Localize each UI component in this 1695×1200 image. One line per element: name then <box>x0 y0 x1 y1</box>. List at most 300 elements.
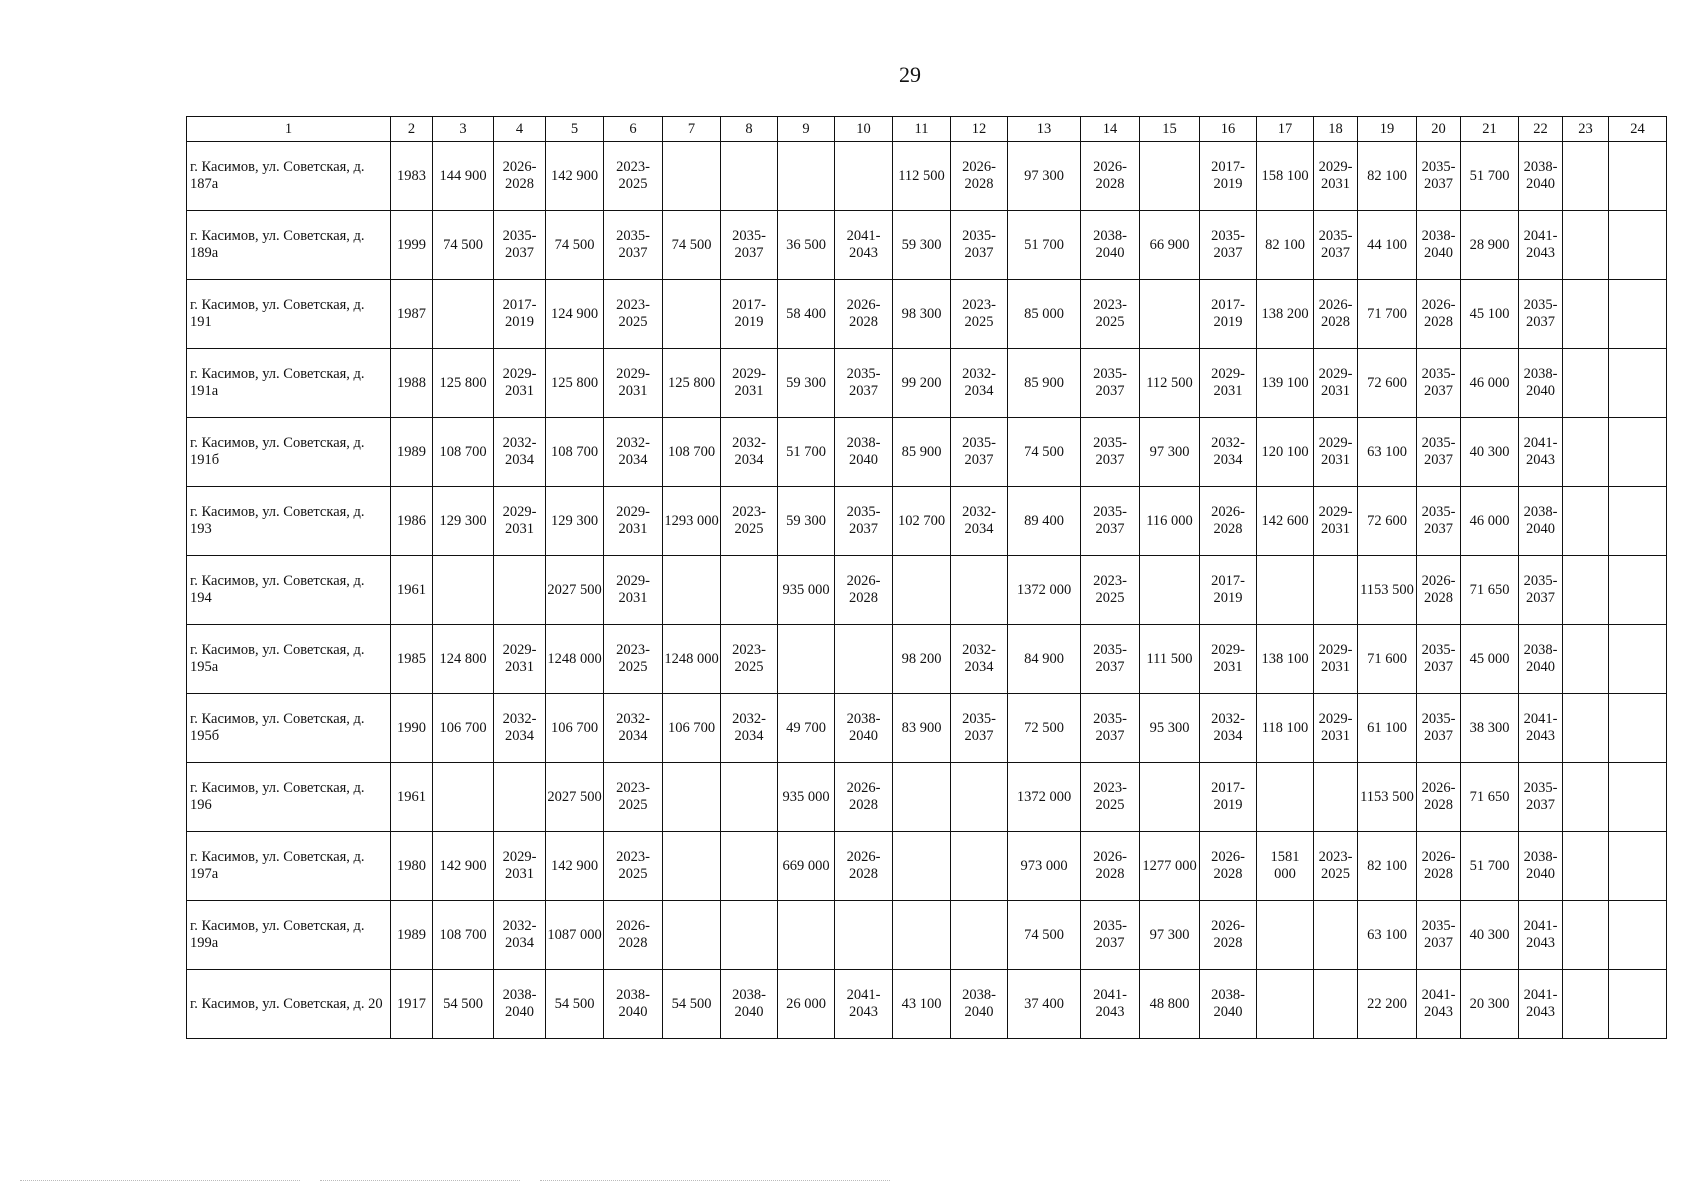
table-row <box>187 901 1667 970</box>
table-cell: 108 700 <box>663 418 721 487</box>
table-cell <box>1609 832 1667 901</box>
table-cell: 2026-2028 <box>1417 832 1461 901</box>
table-cell: 139 100 <box>1257 349 1314 418</box>
column-number-header: 7 <box>663 117 721 142</box>
table-cell: 2023-2025 <box>1081 280 1140 349</box>
column-number-header: 14 <box>1081 117 1140 142</box>
table-cell <box>1563 970 1609 1039</box>
table-cell: 1153 500 <box>1358 763 1417 832</box>
table-cell: 2032-2034 <box>1200 418 1257 487</box>
table-cell: 2038-2040 <box>1417 211 1461 280</box>
address-cell: г. Касимов, ул. Советская, д. 191б <box>187 418 391 487</box>
table-row <box>187 142 1667 211</box>
table-cell: 935 000 <box>778 763 835 832</box>
table-cell: 2029-2031 <box>1200 625 1257 694</box>
table-cell <box>433 763 494 832</box>
year-cell: 1989 <box>391 418 433 487</box>
scan-artifact-line <box>320 1180 520 1182</box>
table-cell: 97 300 <box>1008 142 1081 211</box>
table-cell: 106 700 <box>433 694 494 763</box>
table-cell <box>951 556 1008 625</box>
table-cell: 124 800 <box>433 625 494 694</box>
column-number-header: 21 <box>1461 117 1519 142</box>
address-cell: г. Касимов, ул. Советская, д. 197а <box>187 832 391 901</box>
table-cell <box>1140 142 1200 211</box>
table-cell: 2026-2028 <box>1417 556 1461 625</box>
column-number-header: 15 <box>1140 117 1200 142</box>
table-cell: 51 700 <box>1008 211 1081 280</box>
table-cell: 2023-2025 <box>604 142 663 211</box>
table-cell: 2035-2037 <box>1519 556 1563 625</box>
table-cell: 158 100 <box>1257 142 1314 211</box>
table-cell: 63 100 <box>1358 418 1417 487</box>
table-cell <box>893 832 951 901</box>
table-cell: 71 650 <box>1461 556 1519 625</box>
column-number-header: 5 <box>546 117 604 142</box>
table-cell <box>835 901 893 970</box>
table-cell: 2041-2043 <box>1519 211 1563 280</box>
table-cell: 2026-2028 <box>1081 142 1140 211</box>
table-row <box>187 280 1667 349</box>
header-row <box>187 117 1667 142</box>
table-cell: 28 900 <box>1461 211 1519 280</box>
table-cell <box>663 763 721 832</box>
table-cell: 97 300 <box>1140 418 1200 487</box>
table-cell: 2032-2034 <box>604 418 663 487</box>
table-cell: 2032-2034 <box>494 901 546 970</box>
table-cell: 2029-2031 <box>604 349 663 418</box>
address-cell: г. Касимов, ул. Советская, д. 196 <box>187 763 391 832</box>
column-number-header: 22 <box>1519 117 1563 142</box>
table-cell: 72 600 <box>1358 349 1417 418</box>
table-cell <box>1257 970 1314 1039</box>
table-cell: 83 900 <box>893 694 951 763</box>
table-cell <box>951 832 1008 901</box>
table-cell <box>1257 901 1314 970</box>
year-cell: 1983 <box>391 142 433 211</box>
table-cell <box>721 556 778 625</box>
table-cell: 71 700 <box>1358 280 1417 349</box>
table-cell: 43 100 <box>893 970 951 1039</box>
table-cell: 85 000 <box>1008 280 1081 349</box>
table-cell <box>663 832 721 901</box>
column-number-header: 17 <box>1257 117 1314 142</box>
table-cell: 2026-2028 <box>1417 763 1461 832</box>
table-cell: 111 500 <box>1140 625 1200 694</box>
table-cell <box>1563 625 1609 694</box>
table-cell: 142 900 <box>433 832 494 901</box>
table-cell: 2026-2028 <box>494 142 546 211</box>
table-cell <box>433 556 494 625</box>
table-cell <box>893 763 951 832</box>
column-number-header: 8 <box>721 117 778 142</box>
table-cell: 95 300 <box>1140 694 1200 763</box>
table-cell: 2035-2037 <box>1081 487 1140 556</box>
table-cell: 2038-2040 <box>721 970 778 1039</box>
table-cell: 2032-2034 <box>951 349 1008 418</box>
table-cell: 63 100 <box>1358 901 1417 970</box>
table-row <box>187 763 1667 832</box>
table-cell: 1087 000 <box>546 901 604 970</box>
table-cell <box>1609 280 1667 349</box>
table-cell: 2035-2037 <box>951 211 1008 280</box>
table-cell: 51 700 <box>1461 142 1519 211</box>
table-cell: 2026-2028 <box>835 556 893 625</box>
table-cell: 2041-2043 <box>1519 970 1563 1039</box>
table-cell <box>1314 970 1358 1039</box>
table-cell: 120 100 <box>1257 418 1314 487</box>
table-cell: 1372 000 <box>1008 556 1081 625</box>
table-cell: 129 300 <box>433 487 494 556</box>
table-cell: 2032-2034 <box>1200 694 1257 763</box>
table-cell: 2023-2025 <box>721 625 778 694</box>
table-cell <box>1140 763 1200 832</box>
table-cell: 2032-2034 <box>721 418 778 487</box>
table-cell: 2029-2031 <box>721 349 778 418</box>
address-cell: г. Касимов, ул. Советская, д. 193 <box>187 487 391 556</box>
table-cell: 44 100 <box>1358 211 1417 280</box>
table-cell: 98 200 <box>893 625 951 694</box>
column-number-header: 2 <box>391 117 433 142</box>
table-cell: 2035-2037 <box>721 211 778 280</box>
table-cell: 2026-2028 <box>835 280 893 349</box>
address-cell: г. Касимов, ул. Советская, д. 194 <box>187 556 391 625</box>
table-cell: 2026-2028 <box>1314 280 1358 349</box>
table-cell: 2029-2031 <box>1314 487 1358 556</box>
table-cell: 54 500 <box>433 970 494 1039</box>
table-cell: 1581 000 <box>1257 832 1314 901</box>
table-cell: 144 900 <box>433 142 494 211</box>
table-cell: 71 650 <box>1461 763 1519 832</box>
table-cell: 2038-2040 <box>1519 142 1563 211</box>
year-cell: 1990 <box>391 694 433 763</box>
table-cell: 973 000 <box>1008 832 1081 901</box>
table-row <box>187 832 1667 901</box>
table-cell: 1248 000 <box>546 625 604 694</box>
table-cell: 51 700 <box>778 418 835 487</box>
table-cell: 2038-2040 <box>1519 625 1563 694</box>
year-cell: 1986 <box>391 487 433 556</box>
table-cell: 2035-2037 <box>951 418 1008 487</box>
table-cell: 2032-2034 <box>494 418 546 487</box>
year-cell: 1980 <box>391 832 433 901</box>
table-cell: 51 700 <box>1461 832 1519 901</box>
address-cell: г. Касимов, ул. Советская, д. 20 <box>187 970 391 1039</box>
table-cell <box>663 280 721 349</box>
table-cell: 46 000 <box>1461 349 1519 418</box>
table-cell: 2029-2031 <box>1314 418 1358 487</box>
table-cell <box>1563 418 1609 487</box>
table-cell <box>1609 556 1667 625</box>
table-cell: 2029-2031 <box>494 832 546 901</box>
table-cell: 2017-2019 <box>721 280 778 349</box>
year-cell: 1999 <box>391 211 433 280</box>
table-cell <box>1609 349 1667 418</box>
table-row <box>187 970 1667 1039</box>
table-cell: 72 600 <box>1358 487 1417 556</box>
table-cell: 1372 000 <box>1008 763 1081 832</box>
column-number-header: 12 <box>951 117 1008 142</box>
table-cell: 74 500 <box>1008 418 1081 487</box>
table-cell: 2035-2037 <box>494 211 546 280</box>
table-cell <box>433 280 494 349</box>
table-cell <box>1314 901 1358 970</box>
table-cell: 2035-2037 <box>1081 901 1140 970</box>
table-cell <box>1609 418 1667 487</box>
table-cell: 2038-2040 <box>835 694 893 763</box>
table-cell: 2026-2028 <box>1200 832 1257 901</box>
table-cell: 2029-2031 <box>1314 142 1358 211</box>
year-cell: 1985 <box>391 625 433 694</box>
table-cell: 112 500 <box>893 142 951 211</box>
table-cell: 125 800 <box>546 349 604 418</box>
table-cell: 48 800 <box>1140 970 1200 1039</box>
table-cell: 2038-2040 <box>951 970 1008 1039</box>
table-cell: 2023-2025 <box>604 832 663 901</box>
table-cell: 2038-2040 <box>1519 349 1563 418</box>
table-cell <box>893 556 951 625</box>
table-cell: 59 300 <box>778 349 835 418</box>
table-row <box>187 694 1667 763</box>
table-cell <box>1609 625 1667 694</box>
address-cell: г. Касимов, ул. Советская, д. 191а <box>187 349 391 418</box>
year-cell: 1961 <box>391 763 433 832</box>
table-cell <box>1563 763 1609 832</box>
table-cell: 2017-2019 <box>1200 142 1257 211</box>
table-cell: 2023-2025 <box>1081 763 1140 832</box>
year-cell: 1917 <box>391 970 433 1039</box>
table-cell: 2035-2037 <box>1519 763 1563 832</box>
table-cell: 112 500 <box>1140 349 1200 418</box>
table-cell: 2035-2037 <box>1081 625 1140 694</box>
table-cell: 2035-2037 <box>951 694 1008 763</box>
table-cell: 2035-2037 <box>1417 901 1461 970</box>
table-cell: 125 800 <box>663 349 721 418</box>
table-cell: 89 400 <box>1008 487 1081 556</box>
table-cell: 2023-2025 <box>604 625 663 694</box>
table-cell: 2032-2034 <box>604 694 663 763</box>
table-cell <box>1140 556 1200 625</box>
table-cell <box>1609 901 1667 970</box>
table-cell: 2035-2037 <box>1417 694 1461 763</box>
column-number-header: 4 <box>494 117 546 142</box>
table-cell <box>1609 142 1667 211</box>
table-cell: 1248 000 <box>663 625 721 694</box>
table-cell: 2035-2037 <box>1081 418 1140 487</box>
table-cell: 82 100 <box>1358 142 1417 211</box>
year-cell: 1987 <box>391 280 433 349</box>
table-cell <box>721 832 778 901</box>
table-cell: 124 900 <box>546 280 604 349</box>
table-cell: 82 100 <box>1257 211 1314 280</box>
table-cell: 2026-2028 <box>835 763 893 832</box>
table-row <box>187 349 1667 418</box>
table-cell: 2017-2019 <box>1200 763 1257 832</box>
table-cell: 2041-2043 <box>1417 970 1461 1039</box>
table-cell: 669 000 <box>778 832 835 901</box>
table-cell: 2029-2031 <box>1200 349 1257 418</box>
table-cell: 36 500 <box>778 211 835 280</box>
table-cell: 2029-2031 <box>604 487 663 556</box>
table-cell: 2035-2037 <box>1417 142 1461 211</box>
table-cell: 2029-2031 <box>1314 625 1358 694</box>
table-cell <box>1314 556 1358 625</box>
table-cell: 2038-2040 <box>1519 487 1563 556</box>
table-cell: 45 000 <box>1461 625 1519 694</box>
table-cell <box>721 142 778 211</box>
column-number-header: 13 <box>1008 117 1081 142</box>
table-cell: 85 900 <box>1008 349 1081 418</box>
table-cell: 2041-2043 <box>835 970 893 1039</box>
column-number-header: 24 <box>1609 117 1667 142</box>
year-cell: 1988 <box>391 349 433 418</box>
table-cell: 2041-2043 <box>1519 901 1563 970</box>
table-cell: 2035-2037 <box>1081 694 1140 763</box>
table-cell: 108 700 <box>546 418 604 487</box>
table-cell <box>1563 487 1609 556</box>
table-cell <box>778 142 835 211</box>
column-number-header: 9 <box>778 117 835 142</box>
table-row <box>187 211 1667 280</box>
table-cell: 54 500 <box>663 970 721 1039</box>
table-cell <box>951 763 1008 832</box>
table-cell: 22 200 <box>1358 970 1417 1039</box>
column-number-header: 16 <box>1200 117 1257 142</box>
table-cell: 106 700 <box>663 694 721 763</box>
table-cell: 2023-2025 <box>721 487 778 556</box>
table-cell: 2038-2040 <box>1081 211 1140 280</box>
table-cell: 2041-2043 <box>835 211 893 280</box>
table-cell: 74 500 <box>663 211 721 280</box>
table-cell <box>1563 556 1609 625</box>
table-cell: 46 000 <box>1461 487 1519 556</box>
column-number-header: 10 <box>835 117 893 142</box>
table-cell: 138 200 <box>1257 280 1314 349</box>
table-cell <box>1563 901 1609 970</box>
repair-schedule-table <box>186 116 1667 1039</box>
table-cell <box>494 556 546 625</box>
table-cell: 2026-2028 <box>1417 280 1461 349</box>
table-cell: 2032-2034 <box>951 487 1008 556</box>
table-cell: 116 000 <box>1140 487 1200 556</box>
table-cell: 98 300 <box>893 280 951 349</box>
table-cell: 2032-2034 <box>721 694 778 763</box>
table-cell: 58 400 <box>778 280 835 349</box>
table-cell: 142 900 <box>546 832 604 901</box>
table-cell: 2032-2034 <box>951 625 1008 694</box>
table-cell <box>778 625 835 694</box>
table-cell: 2023-2025 <box>951 280 1008 349</box>
table-cell: 2029-2031 <box>1314 694 1358 763</box>
table-cell: 2027 500 <box>546 556 604 625</box>
address-cell: г. Касимов, ул. Советская, д. 199а <box>187 901 391 970</box>
table-cell <box>1140 280 1200 349</box>
table-cell: 2027 500 <box>546 763 604 832</box>
table-cell <box>1563 211 1609 280</box>
table-cell: 49 700 <box>778 694 835 763</box>
table-cell <box>663 556 721 625</box>
table-cell: 2035-2037 <box>1417 625 1461 694</box>
table-cell: 2029-2031 <box>604 556 663 625</box>
table-cell: 2038-2040 <box>1519 832 1563 901</box>
table-cell: 2041-2043 <box>1081 970 1140 1039</box>
table-cell: 84 900 <box>1008 625 1081 694</box>
address-cell: г. Касимов, ул. Советская, д. 191 <box>187 280 391 349</box>
table-cell: 108 700 <box>433 901 494 970</box>
page-number: 29 <box>899 62 921 87</box>
table-cell <box>951 901 1008 970</box>
table-cell: 40 300 <box>1461 418 1519 487</box>
table-cell: 59 300 <box>893 211 951 280</box>
table-cell: 2035-2037 <box>1081 349 1140 418</box>
table-cell: 1293 000 <box>663 487 721 556</box>
table-cell <box>663 901 721 970</box>
table-cell <box>1609 970 1667 1039</box>
table-cell: 2041-2043 <box>1519 418 1563 487</box>
table-cell: 74 500 <box>433 211 494 280</box>
table-cell: 2023-2025 <box>1314 832 1358 901</box>
table-cell <box>1563 349 1609 418</box>
table-cell <box>893 901 951 970</box>
address-cell: г. Касимов, ул. Советская, д. 195а <box>187 625 391 694</box>
column-number-header: 11 <box>893 117 951 142</box>
scan-artifact-line <box>20 1180 300 1182</box>
table-cell: 66 900 <box>1140 211 1200 280</box>
table-cell: 2035-2037 <box>1314 211 1358 280</box>
address-cell: г. Касимов, ул. Советская, д. 195б <box>187 694 391 763</box>
table-cell: 20 300 <box>1461 970 1519 1039</box>
table-cell <box>1257 556 1314 625</box>
table-cell <box>1314 763 1358 832</box>
column-number-header: 6 <box>604 117 663 142</box>
table-cell: 1277 000 <box>1140 832 1200 901</box>
table-cell: 2017-2019 <box>1200 280 1257 349</box>
column-number-header: 19 <box>1358 117 1417 142</box>
table-cell: 71 600 <box>1358 625 1417 694</box>
table-cell: 106 700 <box>546 694 604 763</box>
table-cell: 2035-2037 <box>1200 211 1257 280</box>
table-cell: 37 400 <box>1008 970 1081 1039</box>
year-cell: 1961 <box>391 556 433 625</box>
table-cell: 2029-2031 <box>494 487 546 556</box>
table-cell: 2032-2034 <box>494 694 546 763</box>
table-cell <box>663 142 721 211</box>
table-cell: 2026-2028 <box>1081 832 1140 901</box>
table-cell: 2038-2040 <box>604 970 663 1039</box>
table-cell: 2026-2028 <box>951 142 1008 211</box>
address-cell: г. Касимов, ул. Советская, д. 189а <box>187 211 391 280</box>
table-cell: 2026-2028 <box>1200 901 1257 970</box>
table-cell: 2023-2025 <box>604 280 663 349</box>
table-cell <box>1609 763 1667 832</box>
table-cell: 97 300 <box>1140 901 1200 970</box>
table-cell: 2035-2037 <box>1417 418 1461 487</box>
table-cell: 2017-2019 <box>1200 556 1257 625</box>
table-cell: 2026-2028 <box>1200 487 1257 556</box>
table-cell: 59 300 <box>778 487 835 556</box>
table-cell: 2035-2037 <box>1417 349 1461 418</box>
table-row <box>187 487 1667 556</box>
table-cell: 2029-2031 <box>494 349 546 418</box>
table-cell <box>494 763 546 832</box>
table-cell: 118 100 <box>1257 694 1314 763</box>
table-cell: 142 600 <box>1257 487 1314 556</box>
table-cell <box>721 901 778 970</box>
column-number-header: 20 <box>1417 117 1461 142</box>
table-cell: 2029-2031 <box>1314 349 1358 418</box>
column-number-header: 23 <box>1563 117 1609 142</box>
table-cell: 40 300 <box>1461 901 1519 970</box>
